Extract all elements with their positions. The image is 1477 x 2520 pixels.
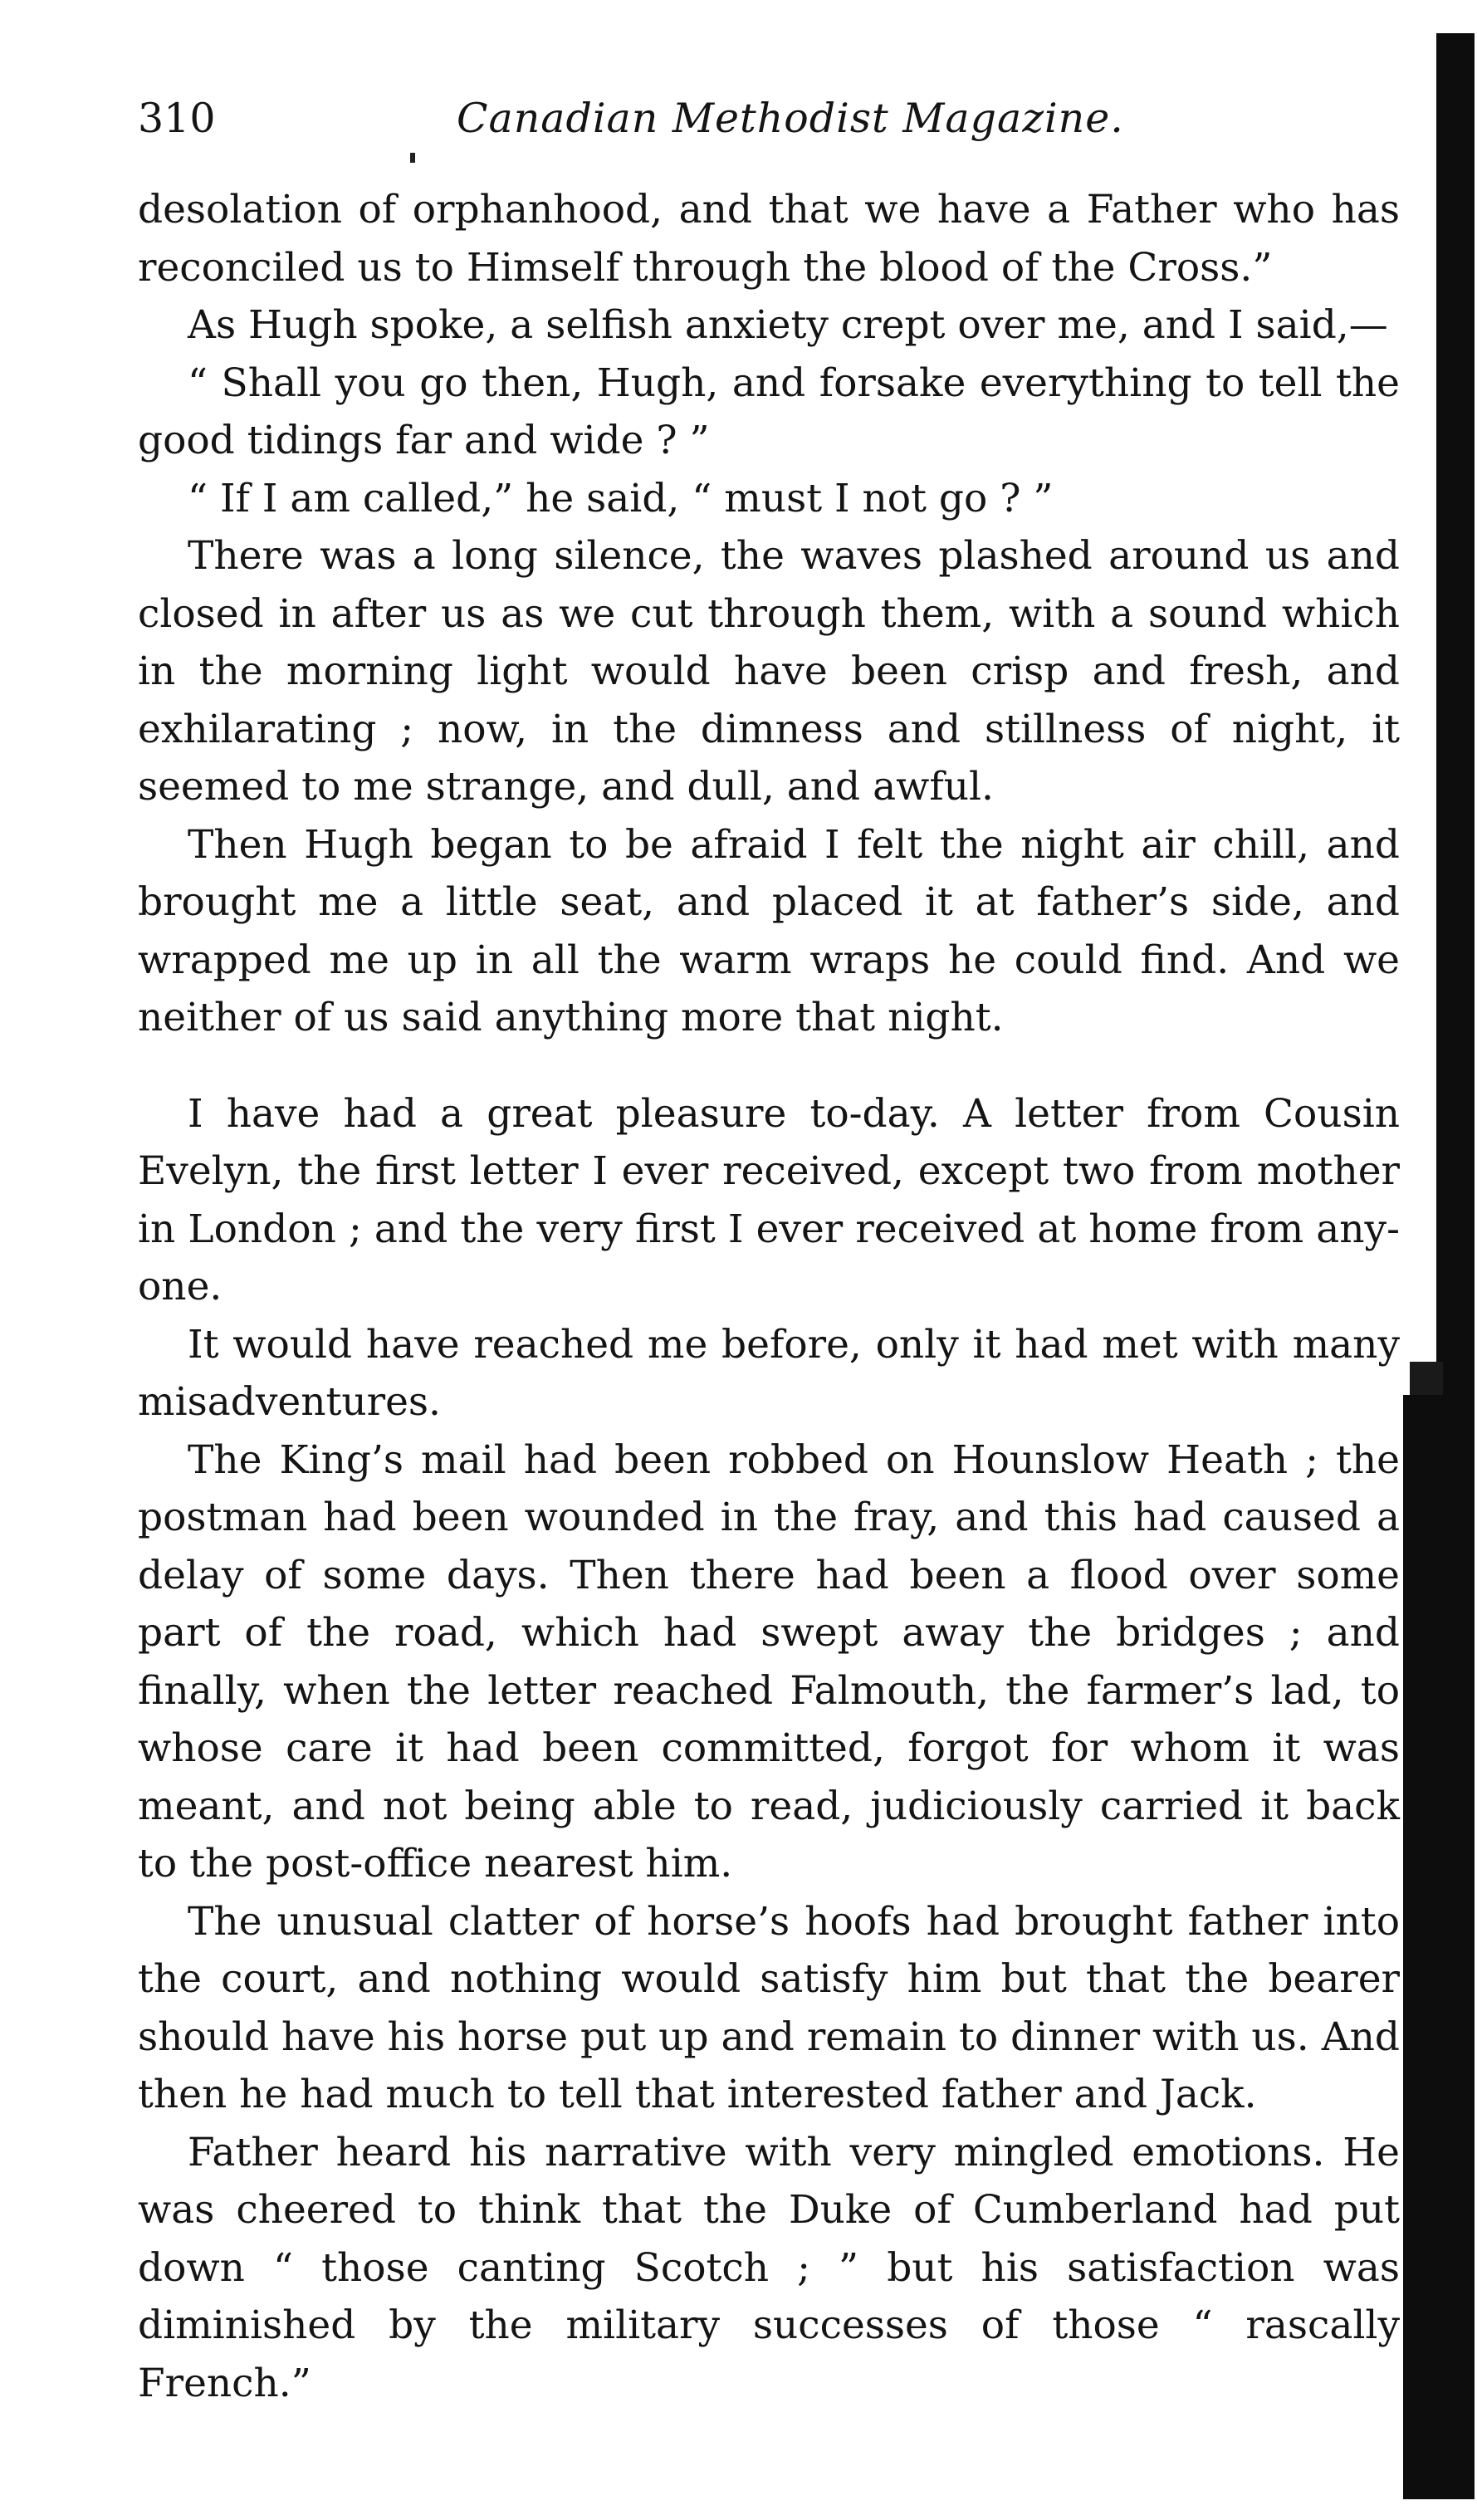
print-speck (410, 153, 415, 163)
page-number: 310 (138, 95, 216, 142)
body-text (138, 181, 1400, 2412)
paragraph: Then Hugh began to be afraid I felt the night air chill, and brought me a little seat, and placed it at father’s side, and wrapped me up in all the warm wraps he could find. And we neither of us said anything more that night. (138, 821, 1400, 1040)
paragraph: desolation of orphanhood, and that we have a Father who has reconciled us to Himself through the blood of the Cross.” (138, 187, 1400, 291)
paragraph: The unusual clatter of horse’s hoofs had brought father into the court, and nothing would satisfy him but that the bearer should have his horse put up and remain to dinner with us. And then he had much to tell that interested father and Jack. (138, 1898, 1400, 2117)
paragraph: “ Shall you go then, Hugh, and forsake everything to tell the good tidings far and wide ? ” (138, 360, 1400, 463)
paragraph: As Hugh spoke, a selfish anxiety crept over me, and I said,— (188, 302, 1388, 348)
paragraph: I have had a great pleasure to-day. A letter from Cousin Evelyn, the first letter I ever received, except two from mother in London ; and the very first I ever received at home from any-one. (138, 1090, 1400, 1309)
paragraph: “ If I am called,” he said, “ must I not go ? ” (188, 475, 1054, 521)
paragraph: There was a long silence, the waves plashed around us and closed in after us as we cut through them, with a sound which in the morning light would have been crisp and fresh, and exhilarating ; now, in the dimness and stillness of night, it seemed to me strange, and dull, and awful. (138, 533, 1400, 810)
scan-edge-shadow (1403, 0, 1477, 2520)
scan-edge-shadow-lower (1403, 1395, 1475, 2499)
paragraph: The King’s mail had been robbed on Hounslow Heath ; the postman had been wounded in the fray, and this had caused a delay of some days. Then there had been a flood over some part of the road, which had swept away the bridges ; and finally, when the letter reached Falmouth, the farmer’s lad, to whose care it had been committed, forgot for whom it was meant, and not being able to read, judiciously carried it back to the post-office nearest him. (138, 1436, 1400, 1886)
running-header (138, 90, 1383, 148)
paragraph: It would have reached me before, only it had met with many misadventures. (138, 1321, 1400, 1425)
paragraph: Father heard his narrative with very mingled emotions. He was cheered to think that the Duke of Cumberland had put down “ those canting Scotch ; ” but his satisfaction was diminished by the military successes of those “ rascally French.” (138, 2129, 1400, 2406)
running-head-title: Canadian Methodist Magazine. (457, 95, 1124, 142)
